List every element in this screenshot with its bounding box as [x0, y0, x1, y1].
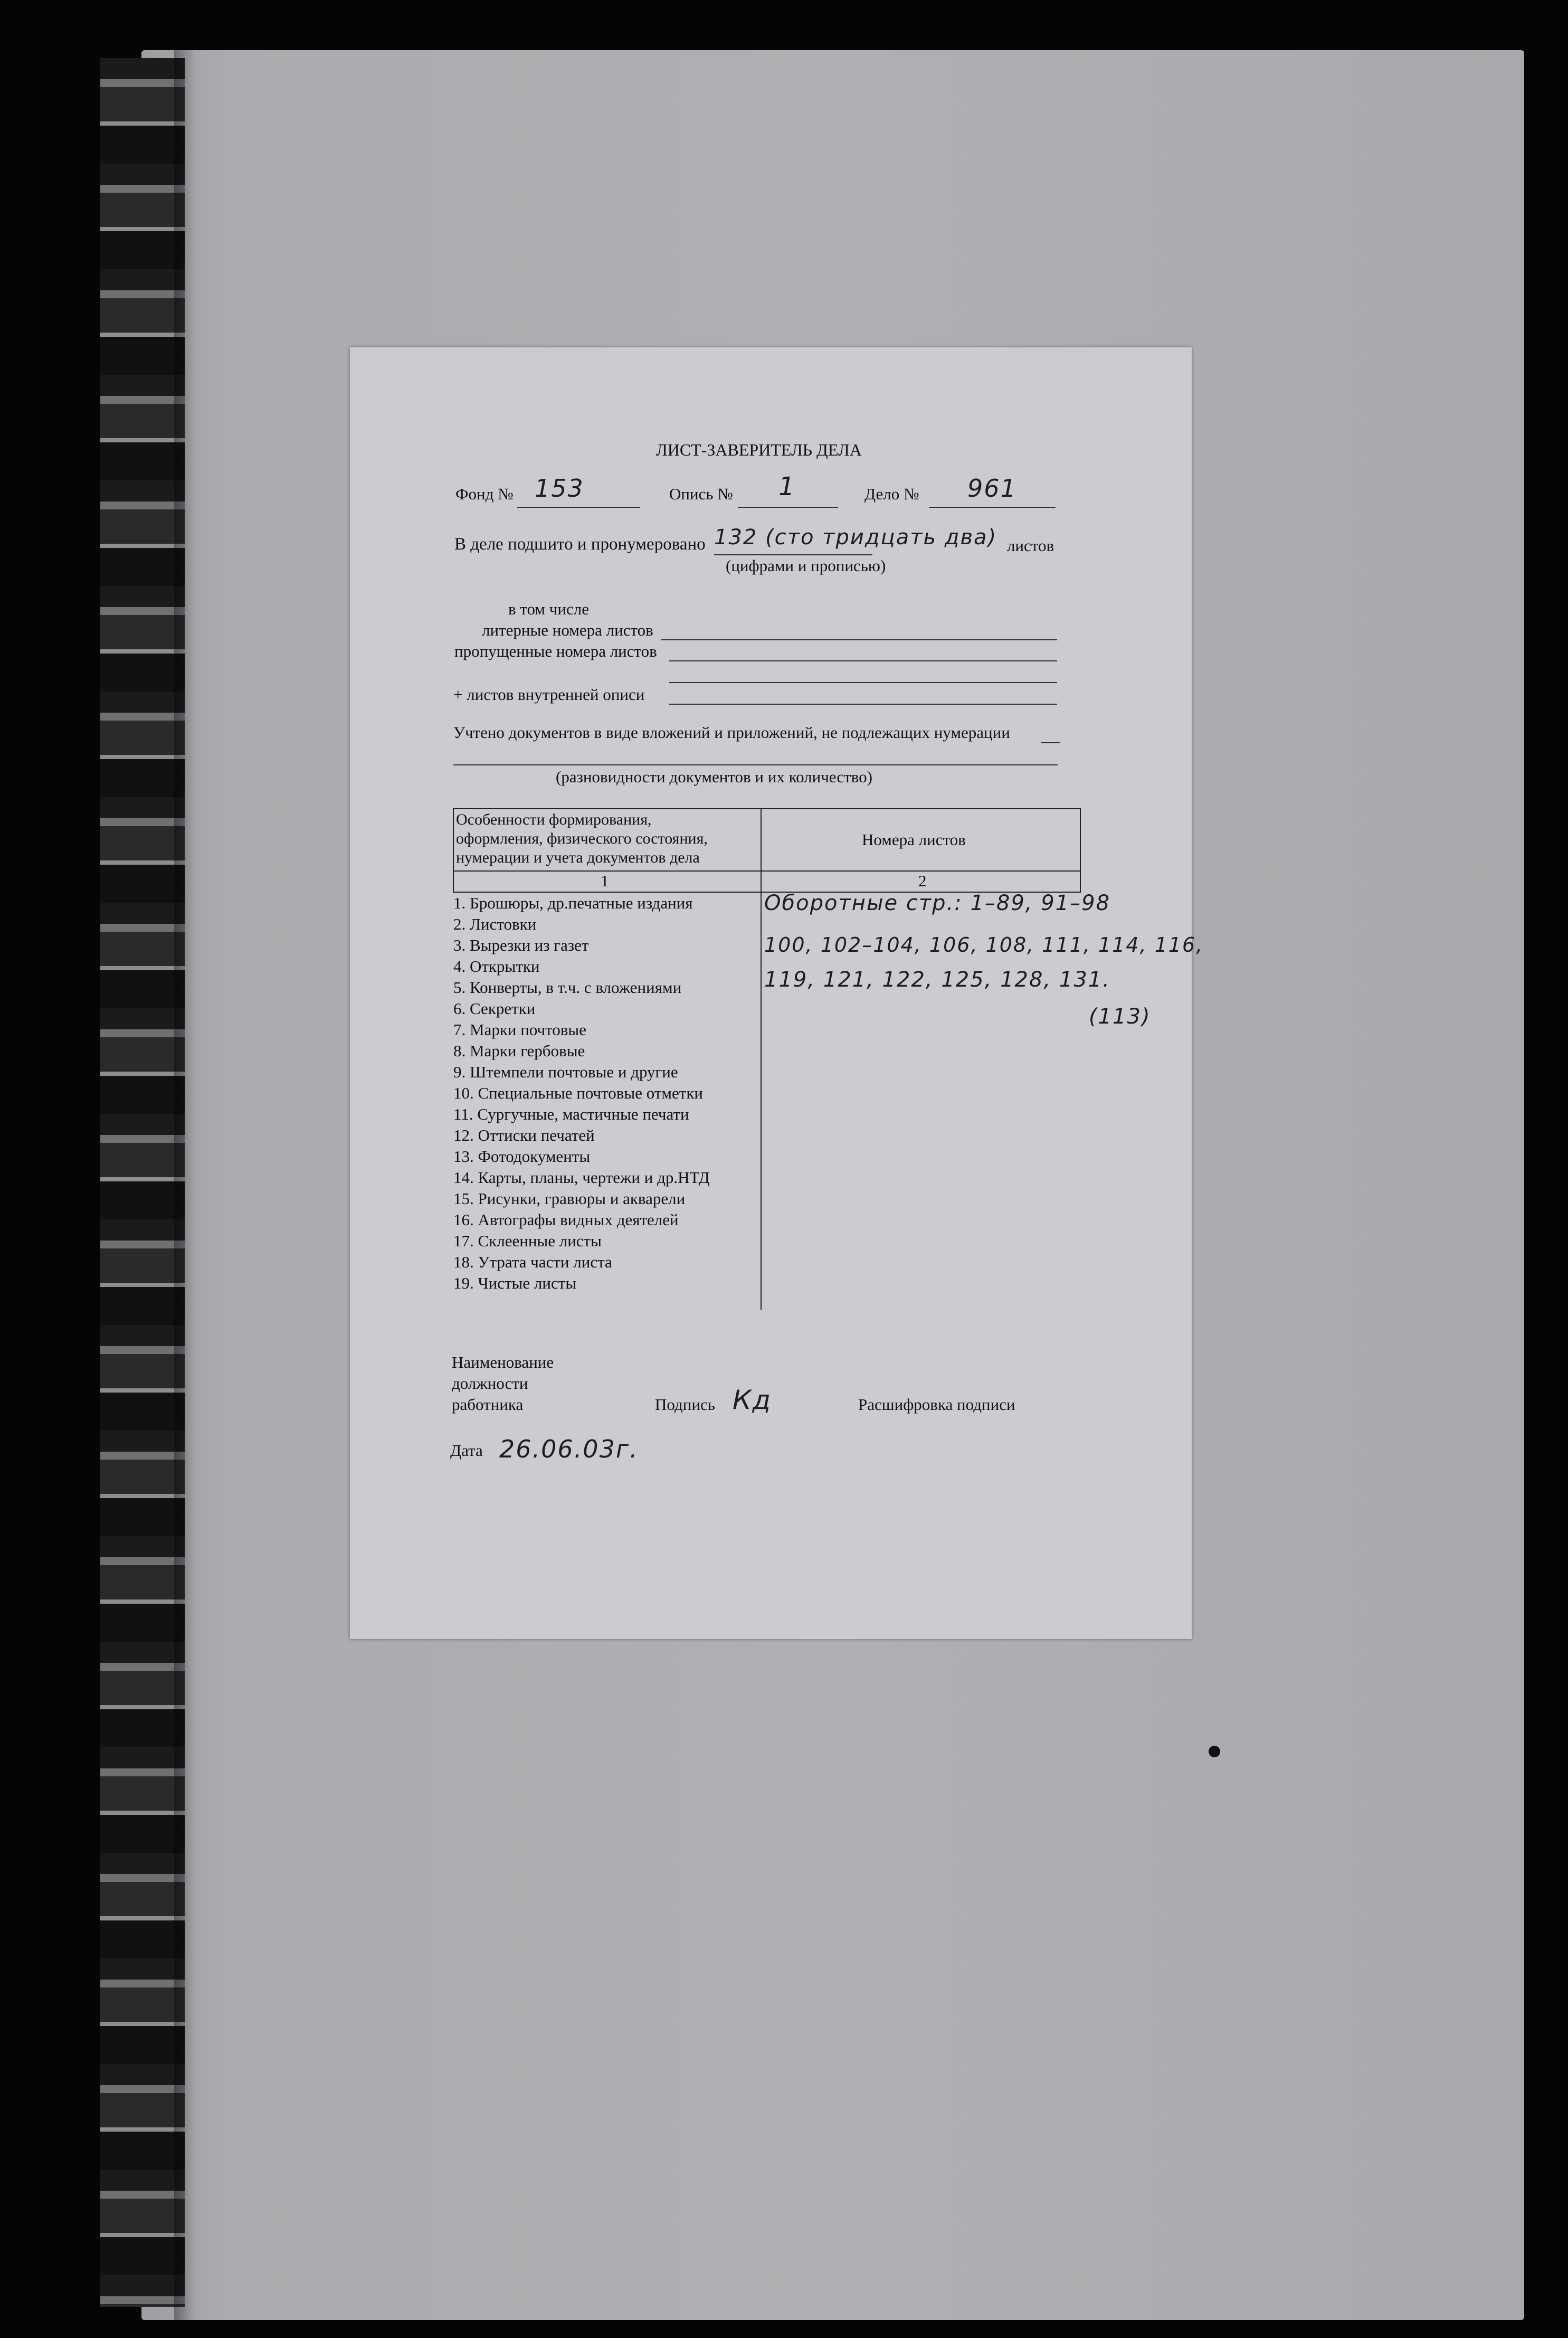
folder-spine-edge [100, 58, 185, 2307]
delo-label: Дело № [864, 485, 919, 503]
signature-value: Кд [733, 1385, 772, 1415]
ink-spot [1209, 1746, 1220, 1757]
list-item: 18. Утрата части листа [453, 1253, 612, 1271]
list-item: 7. Марки почтовые [453, 1020, 586, 1039]
form-title: ЛИСТ-ЗАВЕРИТЕЛЬ ДЕЛА [656, 440, 862, 459]
list-item: 11. Сургучные, мастичные печати [453, 1105, 689, 1123]
accounted-docs-label: Учтено документов в виде вложений и приложений, не подлежащих нумерации [453, 723, 1010, 742]
list-item: 1. Брошюры, др.печатные издания [453, 894, 693, 912]
position-label-line3: работника [452, 1395, 524, 1414]
inner-inventory-line [669, 704, 1057, 705]
signature-label: Подпись [655, 1395, 715, 1414]
handwritten-sheet-numbers-line: 100, 102–104, 106, 108, 111, 114, 116, [764, 933, 1204, 957]
list-item: 14. Карты, планы, чертежи и др.НТД [453, 1168, 710, 1187]
position-label-line1: Наименование [452, 1353, 554, 1371]
sheets-suffix: листов [1007, 536, 1054, 555]
skipped-numbers-line [669, 660, 1057, 661]
list-item: 12. Оттиски печатей [453, 1126, 595, 1144]
date-value: 26.06.03г. [499, 1435, 639, 1463]
list-item: 17. Склеенные листы [453, 1232, 602, 1250]
position-label-line2: должности [452, 1374, 528, 1393]
list-item: 9. Штемпели почтовые и другие [453, 1063, 678, 1081]
sheets-prefix: В деле подшито и пронумеровано [454, 535, 706, 554]
table-top-border [453, 808, 1081, 809]
handwritten-sheet-total: (113) [1089, 1005, 1151, 1029]
delo-line [929, 507, 1056, 508]
fond-label: Фонд № [455, 485, 514, 503]
skipped-numbers-label: пропущенные номера листов [454, 642, 657, 660]
including-label: в том числе [508, 600, 589, 618]
table-mid-divider [761, 808, 762, 1310]
opis-label: Опись № [669, 485, 733, 503]
literal-numbers-label: литерные номера листов [482, 621, 653, 639]
sheets-value: 132 (сто тридцать два) [714, 525, 997, 550]
col2-number: 2 [918, 872, 927, 890]
opis-line [738, 507, 838, 508]
handwritten-sheet-numbers-line: Оборотные стр.: 1–89, 91–98 [764, 891, 1111, 915]
opis-value: 1 [778, 472, 796, 501]
table-left-border [453, 808, 454, 893]
col1-header: Особенности формирования, оформления, физического состояния, нумерации и учета документов дела [456, 811, 708, 866]
sheets-line [714, 554, 872, 555]
certification-sheet [350, 347, 1204, 1639]
list-item: 8. Марки гербовые [453, 1042, 585, 1060]
decoding-label: Расшифровка подписи [858, 1395, 1015, 1414]
col2-header: Номера листов [862, 830, 966, 849]
table-right-border [1080, 808, 1081, 893]
date-label: Дата [450, 1441, 483, 1460]
list-item: 16. Автографы видных деятелей [453, 1210, 679, 1229]
skipped-numbers-line-2 [669, 682, 1057, 683]
accounted-docs-line [453, 764, 1058, 765]
table-header-bottom [453, 870, 1081, 872]
literal-numbers-line [661, 639, 1057, 640]
col1-number: 1 [601, 872, 609, 890]
delo-value: 961 [967, 474, 1017, 503]
list-item: 5. Конверты, в т.ч. с вложениями [453, 978, 682, 997]
list-item: 15. Рисунки, гравюры и акварели [453, 1189, 686, 1208]
list-item: 4. Открытки [453, 957, 540, 976]
folder-shadow [174, 50, 195, 2320]
inner-inventory-label: + листов внутренней описи [453, 685, 645, 704]
list-item: 13. Фотодокументы [453, 1147, 591, 1166]
handwritten-sheet-numbers-line: 119, 121, 122, 125, 128, 131. [764, 968, 1110, 992]
list-item: 6. Секретки [453, 999, 536, 1018]
list-item: 3. Вырезки из газет [453, 936, 589, 954]
fond-value: 153 [535, 474, 584, 503]
doc-kinds-hint: (разновидности документов и их количество) [556, 768, 872, 786]
list-item: 19. Чистые листы [453, 1274, 577, 1292]
list-item: 10. Специальные почтовые отметки [453, 1084, 703, 1102]
list-item: 2. Листовки [453, 915, 537, 933]
accounted-docs-line-tail [1041, 742, 1060, 743]
sheets-hint: (цифрами и прописью) [726, 556, 886, 575]
fond-line [517, 507, 640, 508]
